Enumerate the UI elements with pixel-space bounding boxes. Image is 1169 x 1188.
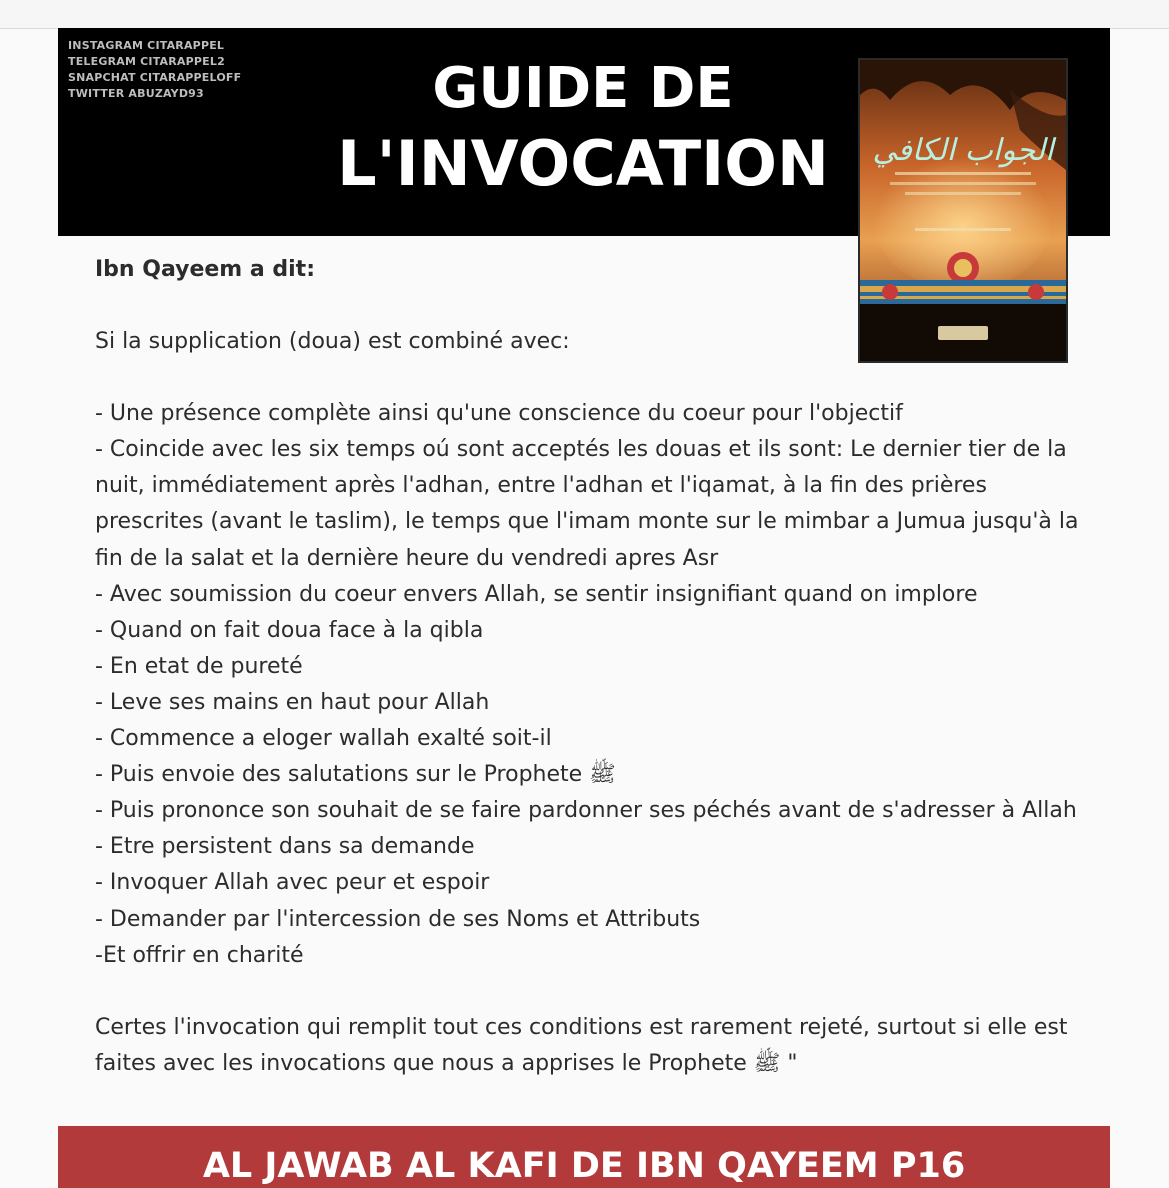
quote-attribution: Ibn Qayeem a dit:	[95, 257, 315, 282]
list-item: -Et offrir en charité	[95, 942, 304, 968]
source-citation: AL JAWAB AL KAFI DE IBN QAYEEM P16	[202, 1146, 966, 1186]
list-item: - Demander par l'intercession de ses Noms et Attributs	[95, 906, 701, 932]
list-item: - Quand on fait doua face à la qibla	[95, 617, 484, 643]
list-item: - Avec soumission du coeur envers Allah, se sentir insignifiant quand on implore	[95, 581, 978, 607]
body-text	[95, 252, 1095, 1082]
list-item: - Leve ses mains en haut pour Allah	[95, 689, 490, 715]
title-line-2: L'INVOCATION	[337, 127, 829, 200]
svg-text:الجواب الكافي: الجواب الكافي	[872, 133, 1054, 168]
conditions-list	[95, 396, 1095, 974]
list-item: - Puis envoie des salutations sur le Prophete ﷺ	[95, 762, 616, 788]
list-item: - Puis prononce son souhait de se faire pardonner ses péchés avant de s'adresser à Allah	[95, 798, 1077, 824]
social-snapchat: SNAPCHAT CITARAPPELOFF	[68, 71, 242, 84]
title-line-1: GUIDE DE	[432, 56, 734, 121]
list-item: - Invoquer Allah avec peur et espoir	[95, 870, 490, 896]
list-item: - Une présence complète ainsi qu'une conscience du coeur pour l'objectif	[95, 401, 903, 427]
list-item: - Etre persistent dans sa demande	[95, 834, 475, 860]
list-item: - En etat de pureté	[95, 653, 303, 679]
social-handles	[68, 38, 241, 102]
lead-sentence: Si la supplication (doua) est combiné avec:	[95, 329, 570, 355]
social-instagram: INSTAGRAM CITARAPPEL	[68, 39, 225, 52]
social-telegram: TELEGRAM CITARAPPEL2	[68, 55, 225, 68]
closing-paragraph: Certes l'invocation qui remplit tout ces conditions est rarement rejeté, surtout si elle est faites avec les invocations que nous a apprises le Prophete ﷺ "	[95, 1014, 1068, 1076]
top-bar	[0, 0, 1169, 29]
page-title	[323, 54, 843, 204]
source-banner	[58, 1126, 1110, 1188]
social-twitter: TWITTER ABUZAYD93	[68, 87, 204, 100]
list-item: - Commence a eloger wallah exalté soit-il	[95, 726, 552, 752]
list-item: - Coincide avec les six temps oú sont acceptés les douas et ils sont: Le dernier tier de la nuit, immédiatement après l'adhan, entre l'adhan et l'iqamat, à la fin des prières prescrites (avant le taslim), le temps que l'imam monte sur le mimbar a Jumua jusqu'à la fin de la salat et la dernière heure du vendredi apres Asr	[95, 437, 1079, 571]
